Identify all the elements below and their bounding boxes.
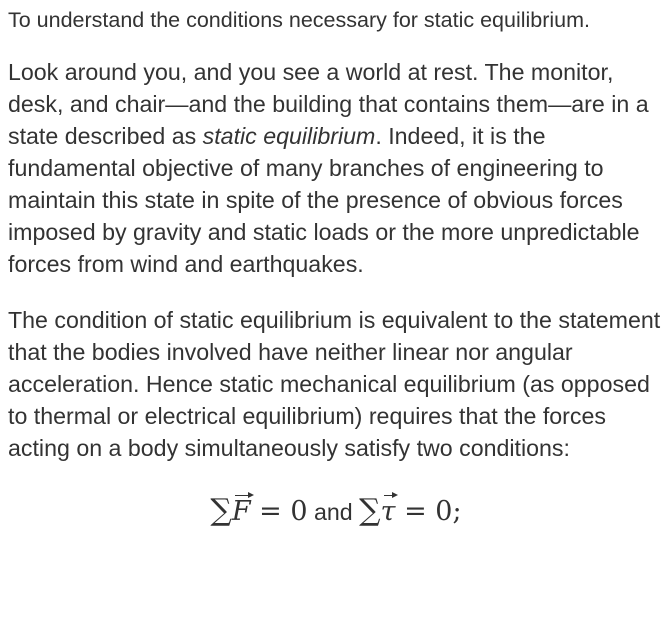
sum-symbol-torque: ∑ [359, 493, 381, 528]
equation-conjunction: and [307, 499, 360, 525]
equilibrium-equation [8, 494, 664, 529]
torque-vector: τ [380, 496, 396, 527]
intro-text-start: Look around you, and you see a world at rest. The monitor, desk, and chair—and the building that contains them—are in a state described as [8, 59, 649, 149]
lesson-content [8, 0, 664, 529]
equation-terminator: ; [452, 496, 462, 527]
force-vector: F [231, 496, 251, 527]
sum-symbol: ∑ [210, 493, 232, 528]
learning-objective: To understand the conditions necessary for static equilibrium. [8, 8, 591, 32]
force-equals-zero: = 0 [250, 496, 308, 527]
intro-text-end: . Indeed, it is the fundamental objective of many branches of engineering to maintain this state in spite of the presence of obvious forces imposed by gravity and static loads or the more unpredictable forces from wind and earthquakes. [8, 123, 640, 277]
torque-equals-zero: = 0 [395, 496, 453, 527]
condition-paragraph: The condition of static equilibrium is equivalent to the statement that the bodies involved have neither linear nor angular acceleration. Hence static mechanical equilibrium (as opposed to thermal or electrical equilibrium) requires that the forces acting on a body simultaneously satisfy two conditions: [8, 307, 661, 461]
intro-paragraph [8, 56, 664, 280]
intro-emphasis: static equilibrium [202, 123, 376, 149]
